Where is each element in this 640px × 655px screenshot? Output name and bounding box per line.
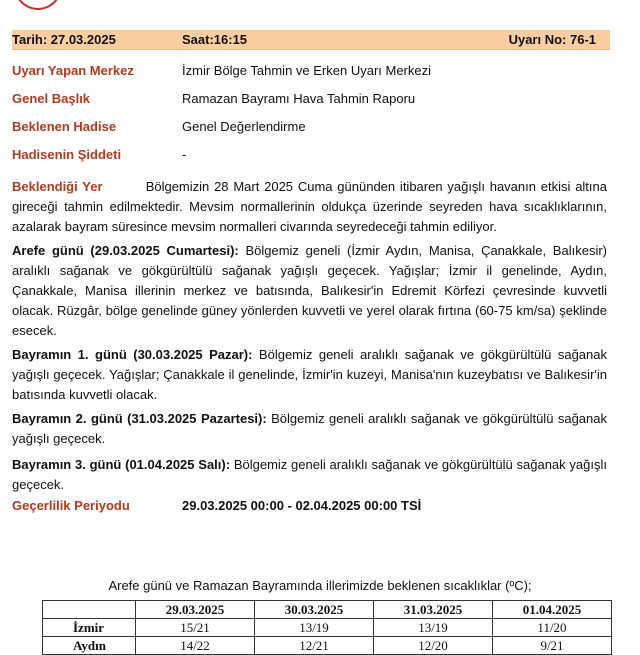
report-header-bar (12, 30, 610, 50)
warning-number: Uyarı No: 76-1 (508, 32, 596, 47)
day-title-1: Bayramın 1. günü (30.03.2025 Pazar): (12, 347, 253, 362)
field-label-title: Genel Başlık (12, 91, 91, 106)
table-header-cell: 01.04.2025 (493, 601, 612, 619)
table-row (43, 619, 612, 637)
table-cell: 13/19 (374, 619, 493, 637)
field-value-center: İzmir Bölge Tahmin ve Erken Uyarı Merkezi (182, 63, 432, 78)
table-cell: 11/20 (493, 619, 612, 637)
day-paragraph-arefe (12, 241, 607, 341)
expected-place-text: Bölgemizin 28 Mart 2025 Cuma gününden itibaren yağışlı havanın etkisi altına gireceği tahmin edilmektedir. Mevsim normallerinin oldukça üzerinde seyreden hava sıcaklıklarının, azalarak bayram süresince mevsim normalleri civarında seyredeceği tahmin ediliyor. (12, 179, 607, 234)
field-label-center: Uyarı Yapan Merkez (12, 63, 134, 78)
day-title-3: Bayramın 3. günü (01.04.2025 Salı): (12, 457, 231, 472)
table-cell: 9/21 (493, 637, 612, 655)
validity-label: Geçerlilik Periyodu (12, 498, 130, 513)
field-label-severity: Hadisenin Şiddeti (12, 147, 122, 162)
table-header-cell (43, 601, 136, 619)
institution-logo (14, 0, 62, 10)
day-text-arefe: Bölgemiz geneli (İzmir Aydın, Manisa, Çanakkale, Balıkesir) aralıklı sağanak ve gökgürültülü sağanak yağışlı geçecek. Yağışlar; İzmir il genelinde, Aydın, Çanakkale, Manisa illerinin merkez ve batısında, Balıkesir'in Edremit Körfezi çevresinde kuvvetli olacak. Rüzgâr, bölge genelinde güney yönlerden kuvvetli ve yerel olarak fırtına (60-75 km/sa) şeklinde esecek. (12, 243, 607, 338)
table-cell: 15/21 (136, 619, 255, 637)
temperature-table-header-row (43, 601, 612, 619)
table-city-cell: Aydın (43, 637, 136, 655)
day-text-1: Bölgemiz geneli aralıklı sağanak ve gökgürültülü sağanak yağışlı geçecek. Yağışlar; Çanakkale il genelinde, İzmir'in kuzeyi, Manisa'nın kuzeybatısı ve Balıkesir'in batısında kuvvetli olacak. (12, 347, 607, 402)
day-title-arefe: Arefe günü (29.03.2025 Cumartesi): (12, 243, 239, 258)
report-date: Tarih: 27.03.2025 (12, 32, 116, 47)
day-text-2: Bölgemiz geneli aralıklı sağanak ve gökgürültülü sağanak yağışlı geçecek. (12, 411, 607, 446)
expected-place-label: Beklendiği Yer (12, 179, 103, 194)
table-header-cell: 29.03.2025 (136, 601, 255, 619)
temperature-table (42, 600, 612, 655)
validity-value: 29.03.2025 00:00 - 02.04.2025 00:00 TSİ (182, 498, 422, 513)
table-row (43, 637, 612, 655)
field-label-event: Beklenen Hadise (12, 119, 117, 134)
field-value-event: Genel Değerlendirme (182, 119, 306, 134)
expected-place-paragraph (12, 177, 607, 237)
table-cell: 14/22 (136, 637, 255, 655)
table-header-cell: 31.03.2025 (374, 601, 493, 619)
day-paragraph-3 (12, 455, 607, 495)
day-paragraph-1 (12, 345, 607, 405)
day-title-2: Bayramın 2. günü (31.03.2025 Pazartesi): (12, 411, 267, 426)
temperature-table-caption: Arefe günü ve Ramazan Bayramında illerimizde beklenen sıcaklıklar (ºC); (108, 578, 532, 593)
report-time: Saat:16:15 (182, 32, 248, 47)
table-cell: 13/19 (255, 619, 374, 637)
day-text-3: Bölgemiz geneli aralıklı sağanak ve gökgürültülü sağanak yağışlı geçecek. (12, 457, 607, 492)
field-value-severity: - (182, 147, 187, 162)
table-cell: 12/20 (374, 637, 493, 655)
field-value-title: Ramazan Bayramı Hava Tahmin Raporu (182, 91, 416, 106)
table-header-cell: 30.03.2025 (255, 601, 374, 619)
table-city-cell: İzmir (43, 619, 136, 637)
day-paragraph-2 (12, 409, 607, 449)
table-cell: 12/21 (255, 637, 374, 655)
